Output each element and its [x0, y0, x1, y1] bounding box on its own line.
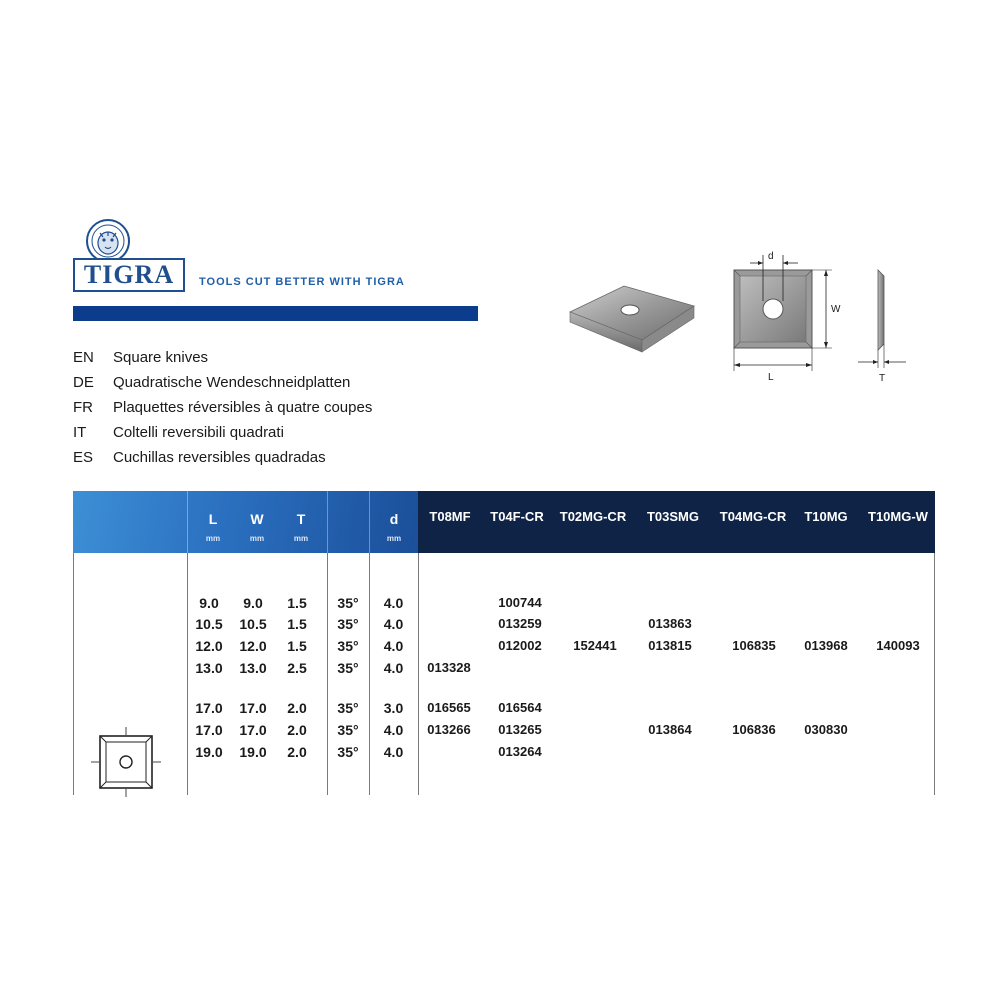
cell-d: 3.0	[383, 700, 404, 716]
cell-d: 4.0	[383, 616, 404, 632]
cell-l: 17.0	[195, 700, 223, 716]
language-row	[73, 345, 372, 370]
dimension-label-w: W	[831, 304, 841, 315]
cell-article-number: 013265	[498, 722, 542, 737]
header-code-t04f-cr: T04F-CR	[490, 509, 544, 524]
language-text: Plaquettes réversibles à quatre coupes	[113, 399, 373, 416]
header-t: T	[296, 511, 306, 527]
cell-article-number: 100744	[498, 595, 542, 610]
cell-d: 4.0	[383, 660, 404, 676]
header-bar	[73, 306, 478, 321]
cell-article-number: 152441	[573, 638, 617, 653]
language-list	[73, 345, 372, 470]
language-row	[73, 370, 372, 395]
cell-article-number: 013864	[648, 722, 692, 737]
cell-article-number: 016564	[498, 700, 542, 715]
language-row	[73, 420, 372, 445]
header-d-unit: mm	[386, 534, 402, 543]
header-w: W	[250, 511, 264, 527]
language-text: Quadratische Wendeschneidplatten	[113, 374, 351, 391]
cell-w: 10.5	[239, 616, 267, 632]
language-code: FR	[73, 399, 93, 416]
table-row	[73, 593, 935, 613]
dimension-label-t: T	[879, 373, 886, 384]
table-row	[73, 742, 935, 762]
cell-angle: 35°	[337, 638, 359, 654]
logo-wordmark: TIGRA	[73, 258, 185, 292]
cell-angle: 35°	[337, 722, 359, 738]
cell-article-number: 012002	[498, 638, 542, 653]
cell-d: 4.0	[383, 722, 404, 738]
cell-article-number: 013863	[648, 616, 692, 631]
knife-front-view-drawing	[720, 245, 850, 405]
knife-3d-illustration	[568, 278, 696, 356]
cell-t: 2.5	[287, 660, 307, 676]
product-table	[73, 491, 935, 795]
cell-l: 9.0	[199, 595, 219, 611]
cell-t: 2.0	[287, 744, 307, 760]
cell-angle: 35°	[337, 660, 359, 676]
language-code: DE	[73, 374, 94, 391]
cell-l: 17.0	[195, 722, 223, 738]
cell-article-number: 013815	[648, 638, 692, 653]
cell-article-number: 013259	[498, 616, 542, 631]
cell-t: 1.5	[287, 638, 307, 654]
cell-angle: 35°	[337, 744, 359, 760]
slogan: TOOLS CUT BETTER WITH TIGRA	[199, 276, 405, 288]
language-code: IT	[73, 424, 87, 441]
cell-t: 1.5	[287, 616, 307, 632]
dimension-label-l: L	[768, 372, 774, 383]
header-code-t08mf: T08MF	[429, 509, 471, 524]
table-body	[73, 553, 935, 795]
table-row	[73, 658, 935, 678]
table-row	[73, 636, 935, 656]
tigra-logo	[73, 218, 185, 294]
header-code-t04mg-cr: T04MG-CR	[719, 509, 787, 524]
header-l-unit: mm	[205, 534, 221, 543]
cell-l: 12.0	[195, 638, 223, 654]
cell-d: 4.0	[383, 744, 404, 760]
cell-article-number: 030830	[804, 722, 848, 737]
cell-d: 4.0	[383, 595, 404, 611]
cell-article-number: 013328	[427, 660, 471, 675]
cell-t: 2.0	[287, 722, 307, 738]
cell-article-number: 016565	[427, 700, 471, 715]
language-text: Square knives	[113, 349, 209, 366]
cell-angle: 35°	[337, 616, 359, 632]
cell-w: 19.0	[239, 744, 267, 760]
cell-angle: 35°	[337, 700, 359, 716]
table-row	[73, 614, 935, 634]
dimension-label-d: d	[768, 251, 774, 262]
cell-w: 13.0	[239, 660, 267, 676]
header-code-t02mg-cr: T02MG-CR	[559, 509, 627, 524]
cell-article-number: 013266	[427, 722, 471, 737]
table-row	[73, 698, 935, 718]
cell-angle: 35°	[337, 595, 359, 611]
language-text: Coltelli reversibili quadrati	[113, 424, 284, 441]
cell-d: 4.0	[383, 638, 404, 654]
cell-w: 9.0	[243, 595, 263, 611]
language-code: EN	[73, 349, 94, 366]
cell-w: 17.0	[239, 722, 267, 738]
cell-article-number: 140093	[876, 638, 920, 653]
language-code: ES	[73, 449, 94, 466]
cell-t: 1.5	[287, 595, 307, 611]
cell-w: 17.0	[239, 700, 267, 716]
language-row	[73, 445, 372, 470]
language-row	[73, 395, 372, 420]
header-code-t10mg: T10MG	[804, 509, 848, 524]
cell-l: 10.5	[195, 616, 223, 632]
cell-l: 13.0	[195, 660, 223, 676]
header-t-unit: mm	[293, 534, 309, 543]
header-l: L	[208, 511, 218, 527]
cell-t: 2.0	[287, 700, 307, 716]
table-row	[73, 720, 935, 740]
cell-l: 19.0	[195, 744, 223, 760]
cell-w: 12.0	[239, 638, 267, 654]
cell-article-number: 106835	[732, 638, 776, 653]
cell-article-number: 106836	[732, 722, 776, 737]
header-code-t03smg: T03SMG	[646, 509, 699, 524]
language-text: Cuchillas reversibles quadradas	[113, 449, 326, 466]
header-w-unit: mm	[249, 534, 265, 543]
cell-article-number: 013264	[498, 744, 542, 759]
header-d: d	[389, 511, 399, 527]
header-code-t10mg-w: T10MG-W	[868, 509, 928, 524]
cell-article-number: 013968	[804, 638, 848, 653]
